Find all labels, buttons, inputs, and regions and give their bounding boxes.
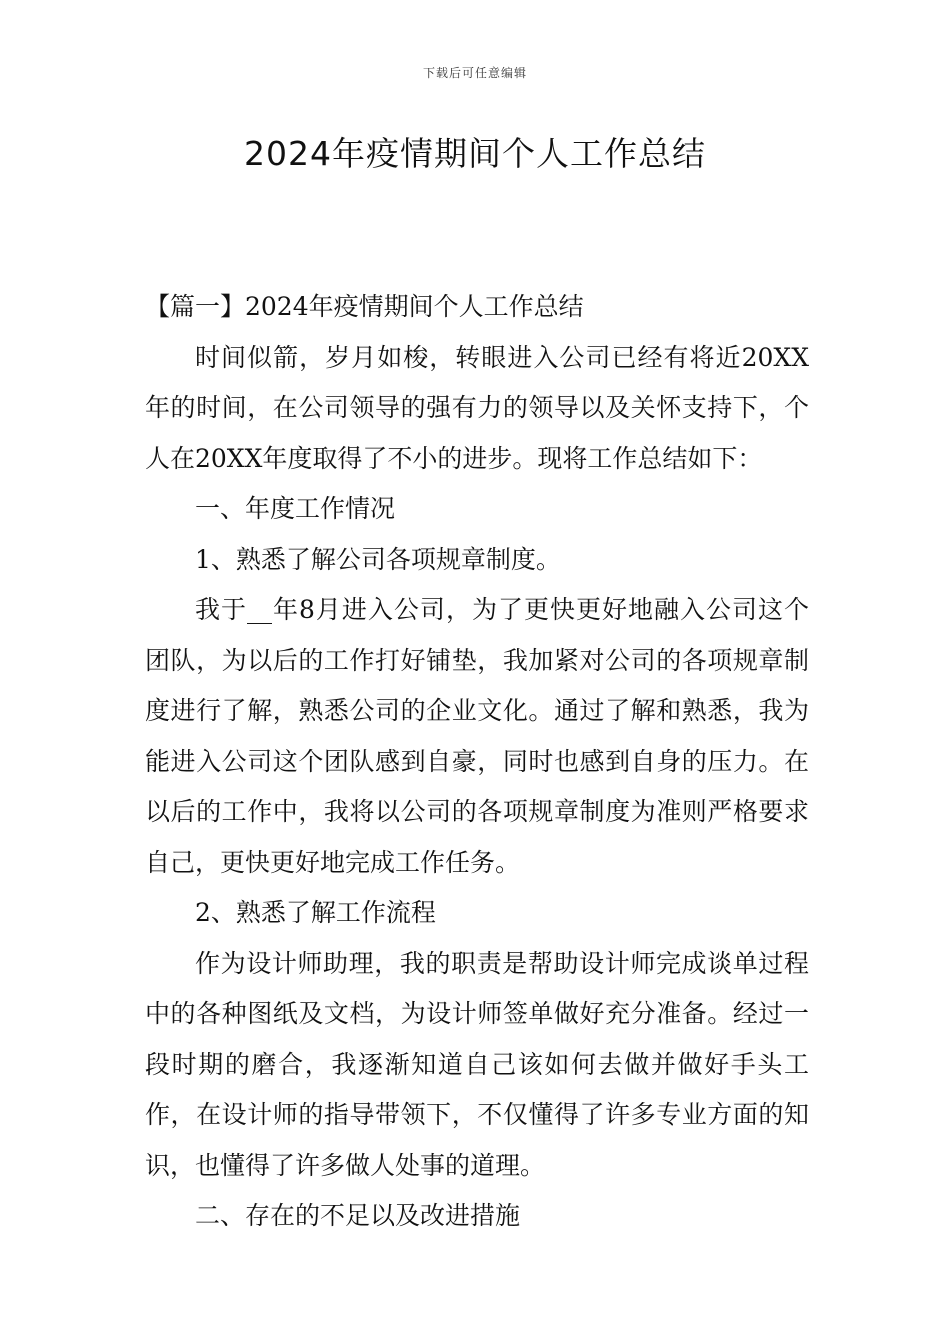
intro-paragraph: 时间似箭，岁月如梭，转眼进入公司已经有将近20XX年的时间，在公司领导的强有力的领导以及关怀支持下，个人在20XX年度取得了不小的进步。现将工作总结如下： [145, 342, 809, 473]
document-body [145, 282, 809, 1242]
heading-shortcomings: 二、存在的不足以及改进措施 [195, 1201, 521, 1230]
subheading-regulations: 1、熟悉了解公司各项规章制度。 [195, 544, 561, 574]
paragraph-regulations: 我于__年8月进入公司，为了更快更好地融入公司这个团队，为以后的工作打好铺垫，我加紧对公司的各项规章制度进行了解，熟悉公司的企业文化。通过了解和熟悉，我为能进入公司这个团队感到自豪，同时也感到自身的压力。在以后的工作中，我将以公司的各项规章制度为准则严格要求自己，更快更好地完成工作任务。 [145, 595, 809, 877]
subheading-workflow: 2、熟悉了解工作流程 [195, 898, 436, 927]
paragraph-workflow: 作为设计师助理，我的职责是帮助设计师完成谈单过程中的各种图纸及文档，为设计师签单做好充分准备。经过一段时期的磨合，我逐渐知道自己该如何去做并做好手头工作，在设计师的指导带领下，不仅懂得了许多专业方面的知识，也懂得了许多做人处事的道理。 [145, 948, 809, 1180]
document-title: 2024年疫情期间个人工作总结 [244, 134, 706, 173]
section-heading: 【篇一】2024年疫情期间个人工作总结 [145, 292, 584, 321]
heading-annual-work: 一、年度工作情况 [195, 494, 396, 523]
header-note: 下载后可任意编辑 [422, 66, 527, 80]
